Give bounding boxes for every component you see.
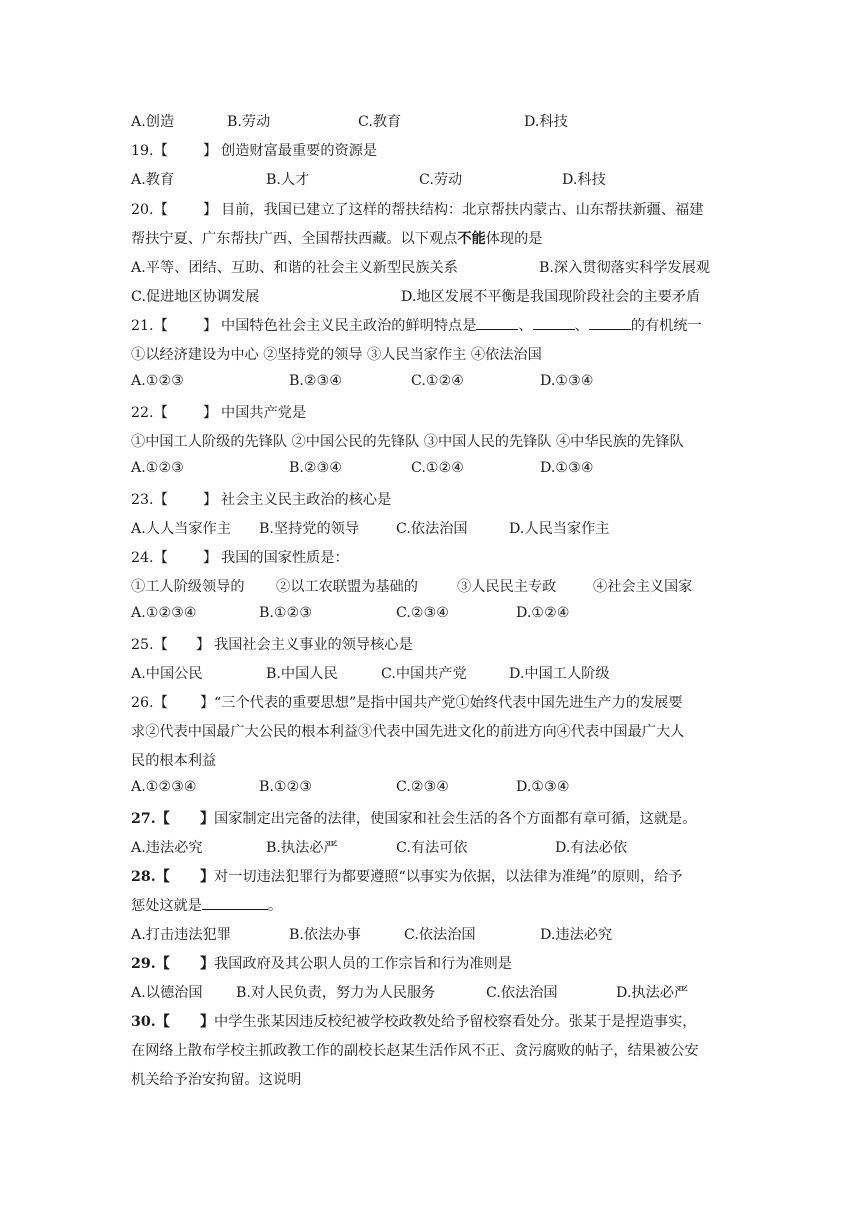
q27-option-b[interactable]: B.执法必严: [266, 840, 338, 856]
q19-bracket-close: 】: [203, 143, 218, 159]
q29-bracket-close: 】: [200, 956, 215, 972]
q23-stem: 社会主义民主政治的核心是: [221, 492, 392, 508]
q21-blank-1[interactable]: [476, 315, 518, 330]
q30-number: 30.【: [131, 1014, 170, 1030]
q28-stem-line2: [131, 895, 282, 915]
q25-stem: 我国社会主义事业的领导核心是: [214, 637, 413, 653]
q22-stem: 中国共产党是: [221, 405, 307, 421]
q28-number: 28.【: [131, 869, 170, 885]
q24-item-3: ③人民民主专政: [457, 579, 557, 595]
q23-option-b[interactable]: B.坚持党的领导: [259, 521, 360, 537]
q21-stem-a: 中国特色社会主义民主政治的鲜明特点是: [221, 318, 477, 334]
q28-option-a[interactable]: A.打击违法犯罪: [131, 927, 231, 943]
q21-blank-2[interactable]: [533, 315, 575, 330]
q24-option-c[interactable]: C.②③④: [396, 605, 450, 621]
q21-option-b[interactable]: B.②③④: [289, 373, 343, 389]
q27-number: 27.【: [131, 811, 170, 827]
q25-option-c[interactable]: C.中国共产党: [381, 666, 467, 682]
q20-option-c[interactable]: C.促进地区协调发展: [131, 289, 260, 305]
q22-bracket-close: 】: [203, 405, 218, 421]
q21-option-c[interactable]: C.①②④: [411, 373, 465, 389]
q19-number: 19.【: [131, 143, 168, 159]
q24-item-2: ②以工农联盟为基础的: [276, 579, 418, 595]
q28-stem-line1: 对一切违法犯罪行为都要遵照“以事实为依据，以法律为准绳”的原则，给予: [214, 869, 683, 885]
q21-sep-1: 、: [518, 318, 533, 334]
q28-option-c[interactable]: C.依法治国: [404, 927, 476, 943]
q23-option-d[interactable]: D.人民当家作主: [509, 521, 610, 537]
q30-stem-line1: 中学生张某因违反校纪被学校政教处给予留校察看处分。张某于是捏造事实，: [214, 1014, 697, 1030]
q26-option-d[interactable]: D.①③④: [516, 779, 570, 795]
q21-option-d[interactable]: D.①③④: [540, 373, 594, 389]
q20-stem-line1: 目前，我国已建立了这样的帮扶结构：北京帮扶内蒙古、山东帮扶新疆、福建: [221, 202, 704, 218]
q18-option-d[interactable]: D.科技: [524, 114, 568, 130]
q18-option-c[interactable]: C.教育: [358, 114, 402, 130]
q19-option-a[interactable]: A.教育: [131, 172, 175, 188]
q19-stem: 创造财富最重要的资源是: [221, 143, 378, 159]
q20-number: 20.【: [131, 202, 168, 218]
q24-item-1: ①工人阶级领导的: [131, 579, 245, 595]
q23-option-a[interactable]: A.人人当家作主: [131, 521, 231, 537]
q21-bracket-close: 】: [203, 318, 218, 334]
q29-option-a[interactable]: A.以德治国: [131, 985, 203, 1001]
q27-option-a[interactable]: A.违法必究: [131, 840, 203, 856]
q18-option-b[interactable]: B.劳动: [227, 114, 271, 130]
q24-number: 24.【: [131, 550, 168, 566]
q29-number: 29.【: [131, 956, 170, 972]
q18-option-a[interactable]: A.创造: [131, 114, 175, 130]
q21-option-a[interactable]: A.①②③: [131, 373, 184, 389]
q24-option-d[interactable]: D.①②④: [516, 605, 570, 621]
q26-option-a[interactable]: A.①②③④: [131, 779, 197, 795]
q24-stem: 我国的国家性质是：: [221, 550, 349, 566]
q21-number: 21.【: [131, 318, 168, 334]
q22-items: ①中国工人阶级的先锋队 ②中国公民的先锋队 ③中国人民的先锋队 ④中华民族的先锋队: [131, 434, 684, 450]
q25-option-a[interactable]: A.中国公民: [131, 666, 203, 682]
q21-stem: [221, 315, 702, 335]
q22-option-b[interactable]: B.②③④: [289, 460, 343, 476]
q25-option-b[interactable]: B.中国人民: [266, 666, 338, 682]
q21-sep-2: 、: [574, 318, 589, 334]
q19-option-d[interactable]: D.科技: [562, 172, 606, 188]
q22-option-c[interactable]: C.①②④: [411, 460, 465, 476]
q20-stem-line2-b: 体现的是: [485, 231, 543, 247]
q29-option-c[interactable]: C.依法治国: [486, 985, 558, 1001]
q30-bracket-close: 】: [200, 1014, 215, 1030]
q29-option-b[interactable]: B.对人民负责，努力为人民服务: [236, 985, 436, 1001]
q24-option-a[interactable]: A.①②③④: [131, 605, 197, 621]
q25-number: 25.【: [131, 637, 168, 653]
q22-option-d[interactable]: D.①③④: [540, 460, 594, 476]
q29-option-d[interactable]: D.执法必严: [616, 985, 689, 1001]
q19-option-c[interactable]: C.劳动: [419, 172, 463, 188]
q19-option-b[interactable]: B.人才: [266, 172, 310, 188]
q30-stem-line3: 机关给予治安拘留。这说明: [131, 1072, 302, 1088]
q21-items: ①以经济建设为中心 ②坚持党的领导 ③人民当家作主 ④依法治国: [131, 347, 542, 363]
q27-stem: 国家制定出完备的法律，使国家和社会生活的各个方面都有章可循，这就是。: [214, 811, 697, 827]
q20-stem-emphasis: 不能: [457, 231, 486, 247]
q22-option-a[interactable]: A.①②③: [131, 460, 184, 476]
q26-stem-line2: 求②代表中国最广大公民的根本利益③代表中国先进文化的前进方向④代表中国最广大人: [131, 724, 685, 740]
q28-stem-line2-b: 。: [267, 898, 283, 914]
q29-stem: 我国政府及其公职人员的工作宗旨和行为准则是: [214, 956, 512, 972]
q28-stem-line2-a: 惩处这就是: [131, 898, 202, 914]
q20-option-a[interactable]: A.平等、团结、互助、和谐的社会主义新型民族关系: [131, 260, 458, 276]
q28-blank[interactable]: [202, 895, 268, 910]
q26-option-c[interactable]: C.②③④: [396, 779, 450, 795]
q20-stem-line2: [131, 228, 542, 248]
q23-number: 23.【: [131, 492, 168, 508]
q20-bracket-close: 】: [203, 202, 218, 218]
q22-number: 22.【: [131, 405, 168, 421]
q25-bracket-close: 】: [196, 637, 211, 653]
q20-option-d[interactable]: D.地区发展不平衡是我国现阶段社会的主要矛盾: [401, 289, 701, 305]
q27-option-c[interactable]: C.有法可依: [396, 840, 468, 856]
q21-blank-3[interactable]: [589, 315, 631, 330]
q28-option-b[interactable]: B.依法办事: [289, 927, 361, 943]
q30-stem-line2: 在网络上散布学校主抓政教工作的副校长赵某生活作风不正、贪污腐败的帖子，结果被公安: [131, 1043, 699, 1059]
q28-bracket-close: 】: [200, 869, 215, 885]
q24-item-4: ④社会主义国家: [593, 579, 693, 595]
q27-option-d[interactable]: D.有法必依: [555, 840, 628, 856]
q21-stem-b: 的有机统一: [630, 318, 702, 334]
q20-option-b[interactable]: B.深入贯彻落实科学发展观: [539, 260, 710, 276]
q24-bracket-close: 】: [203, 550, 218, 566]
q28-option-d[interactable]: D.违法必究: [540, 927, 613, 943]
q26-stem-line1: “三个代表的重要思想”是指中国共产党①始终代表中国先进生产力的发展要: [214, 695, 683, 711]
q20-stem-line2-a: 帮扶宁夏、广东帮扶广西、全国帮扶西藏。以下观点: [131, 231, 458, 247]
q23-option-c[interactable]: C.依法治国: [396, 521, 468, 537]
q24-option-b[interactable]: B.①②③: [259, 605, 313, 621]
q23-bracket-close: 】: [203, 492, 218, 508]
q26-option-b[interactable]: B.①②③: [259, 779, 313, 795]
q26-bracket-close: 】: [200, 695, 215, 711]
q26-number: 26.【: [131, 695, 168, 711]
q25-option-d[interactable]: D.中国工人阶级: [509, 666, 610, 682]
q26-stem-line3: 民的根本利益: [131, 753, 217, 769]
q27-bracket-close: 】: [200, 811, 215, 827]
